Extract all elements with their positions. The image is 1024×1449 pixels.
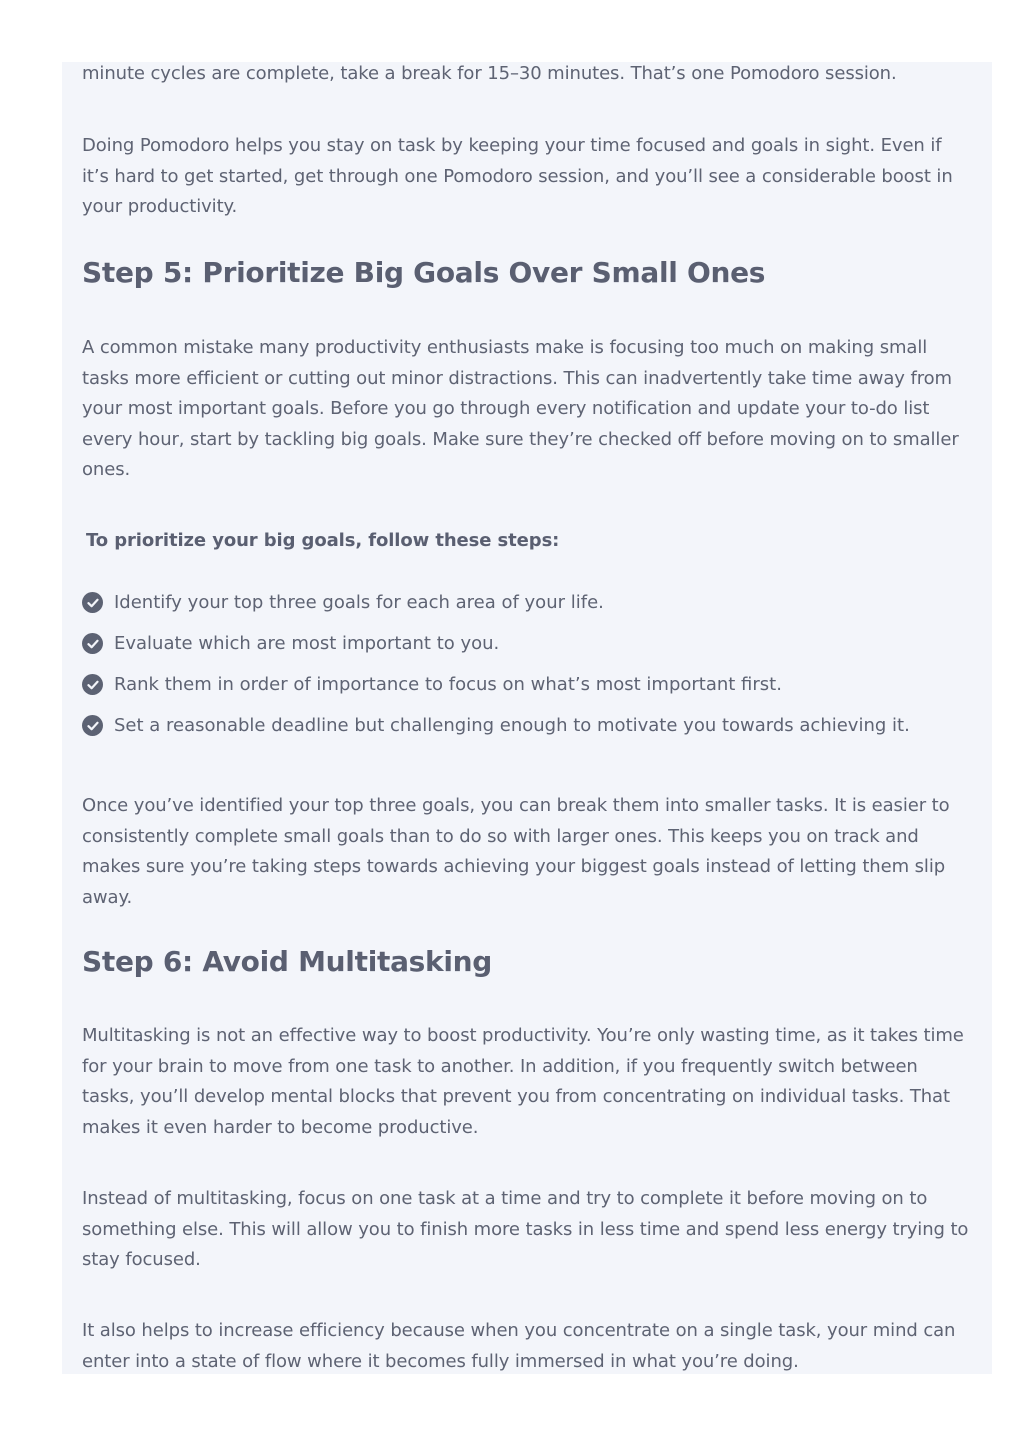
- step5-heading: Step 5: Prioritize Big Goals Over Small Ones: [82, 256, 766, 289]
- list-item: [82, 582, 972, 623]
- checklist-text: Set a reasonable deadline but challenging enough to motivate you towards achieving it.: [114, 715, 910, 736]
- check-circle-icon: [82, 674, 103, 695]
- step6-paragraph-1: Multitasking is not an effective way to boost productivity. You’re only wasting time, as it takes time for your brain to move from one task to another. In addition, if you frequently switch between tasks, you’ll develop mental blocks that prevent you from concentrating on individual tasks. That makes it even harder to become productive.: [82, 1025, 964, 1138]
- step6-heading: Step 6: Avoid Multitasking: [82, 945, 493, 978]
- checklist-text: Identify your top three goals for each area of your life.: [114, 592, 604, 613]
- step5-paragraph-2: Once you’ve identified your top three goals, you can break them into smaller tasks. It is easier to consistently complete small goals than to do so with larger ones. This keeps you on track and makes sure you’re taking steps towards achieving your biggest goals instead of letting them slip away.: [82, 795, 950, 908]
- intro-tail-paragraph: minute cycles are complete, take a break for 15–30 minutes. That’s one Pomodoro session.: [82, 63, 897, 84]
- checklist-text: Evaluate which are most important to you.: [114, 633, 500, 654]
- step5-lead: To prioritize your big goals, follow these steps:: [86, 530, 560, 551]
- checklist-text: Rank them in order of importance to focus on what’s most important first.: [114, 674, 782, 695]
- step5-paragraph-1: A common mistake many productivity enthusiasts make is focusing too much on making small tasks more efficient or cutting out minor distractions. This can inadvertently take time away from your most important goals. Before you go through every notification and update your to-do list every hour, start by tackling big goals. Make sure they’re checked off before moving on to smaller ones.: [82, 337, 959, 481]
- list-item: [82, 664, 972, 705]
- check-circle-icon: [82, 715, 103, 736]
- pomodoro-paragraph: Doing Pomodoro helps you stay on task by keeping your time focused and goals in sight. Even if it’s hard to get started, get through one Pomodoro session, and you’ll see a considerable boost in your productivity.: [82, 135, 953, 218]
- check-circle-icon: [82, 633, 103, 654]
- list-item: [82, 623, 972, 664]
- list-item: [82, 705, 972, 746]
- article-body: [62, 62, 992, 1374]
- step6-paragraph-2: Instead of multitasking, focus on one task at a time and try to complete it before moving on to something else. This will allow you to finish more tasks in less time and spend less energy trying to stay focused.: [82, 1188, 969, 1271]
- step5-checklist: [82, 582, 972, 746]
- step6-paragraph-3: It also helps to increase efficiency because when you concentrate on a single task, your mind can enter into a state of flow where it becomes fully immersed in what you’re doing.: [82, 1320, 956, 1372]
- check-circle-icon: [82, 592, 103, 613]
